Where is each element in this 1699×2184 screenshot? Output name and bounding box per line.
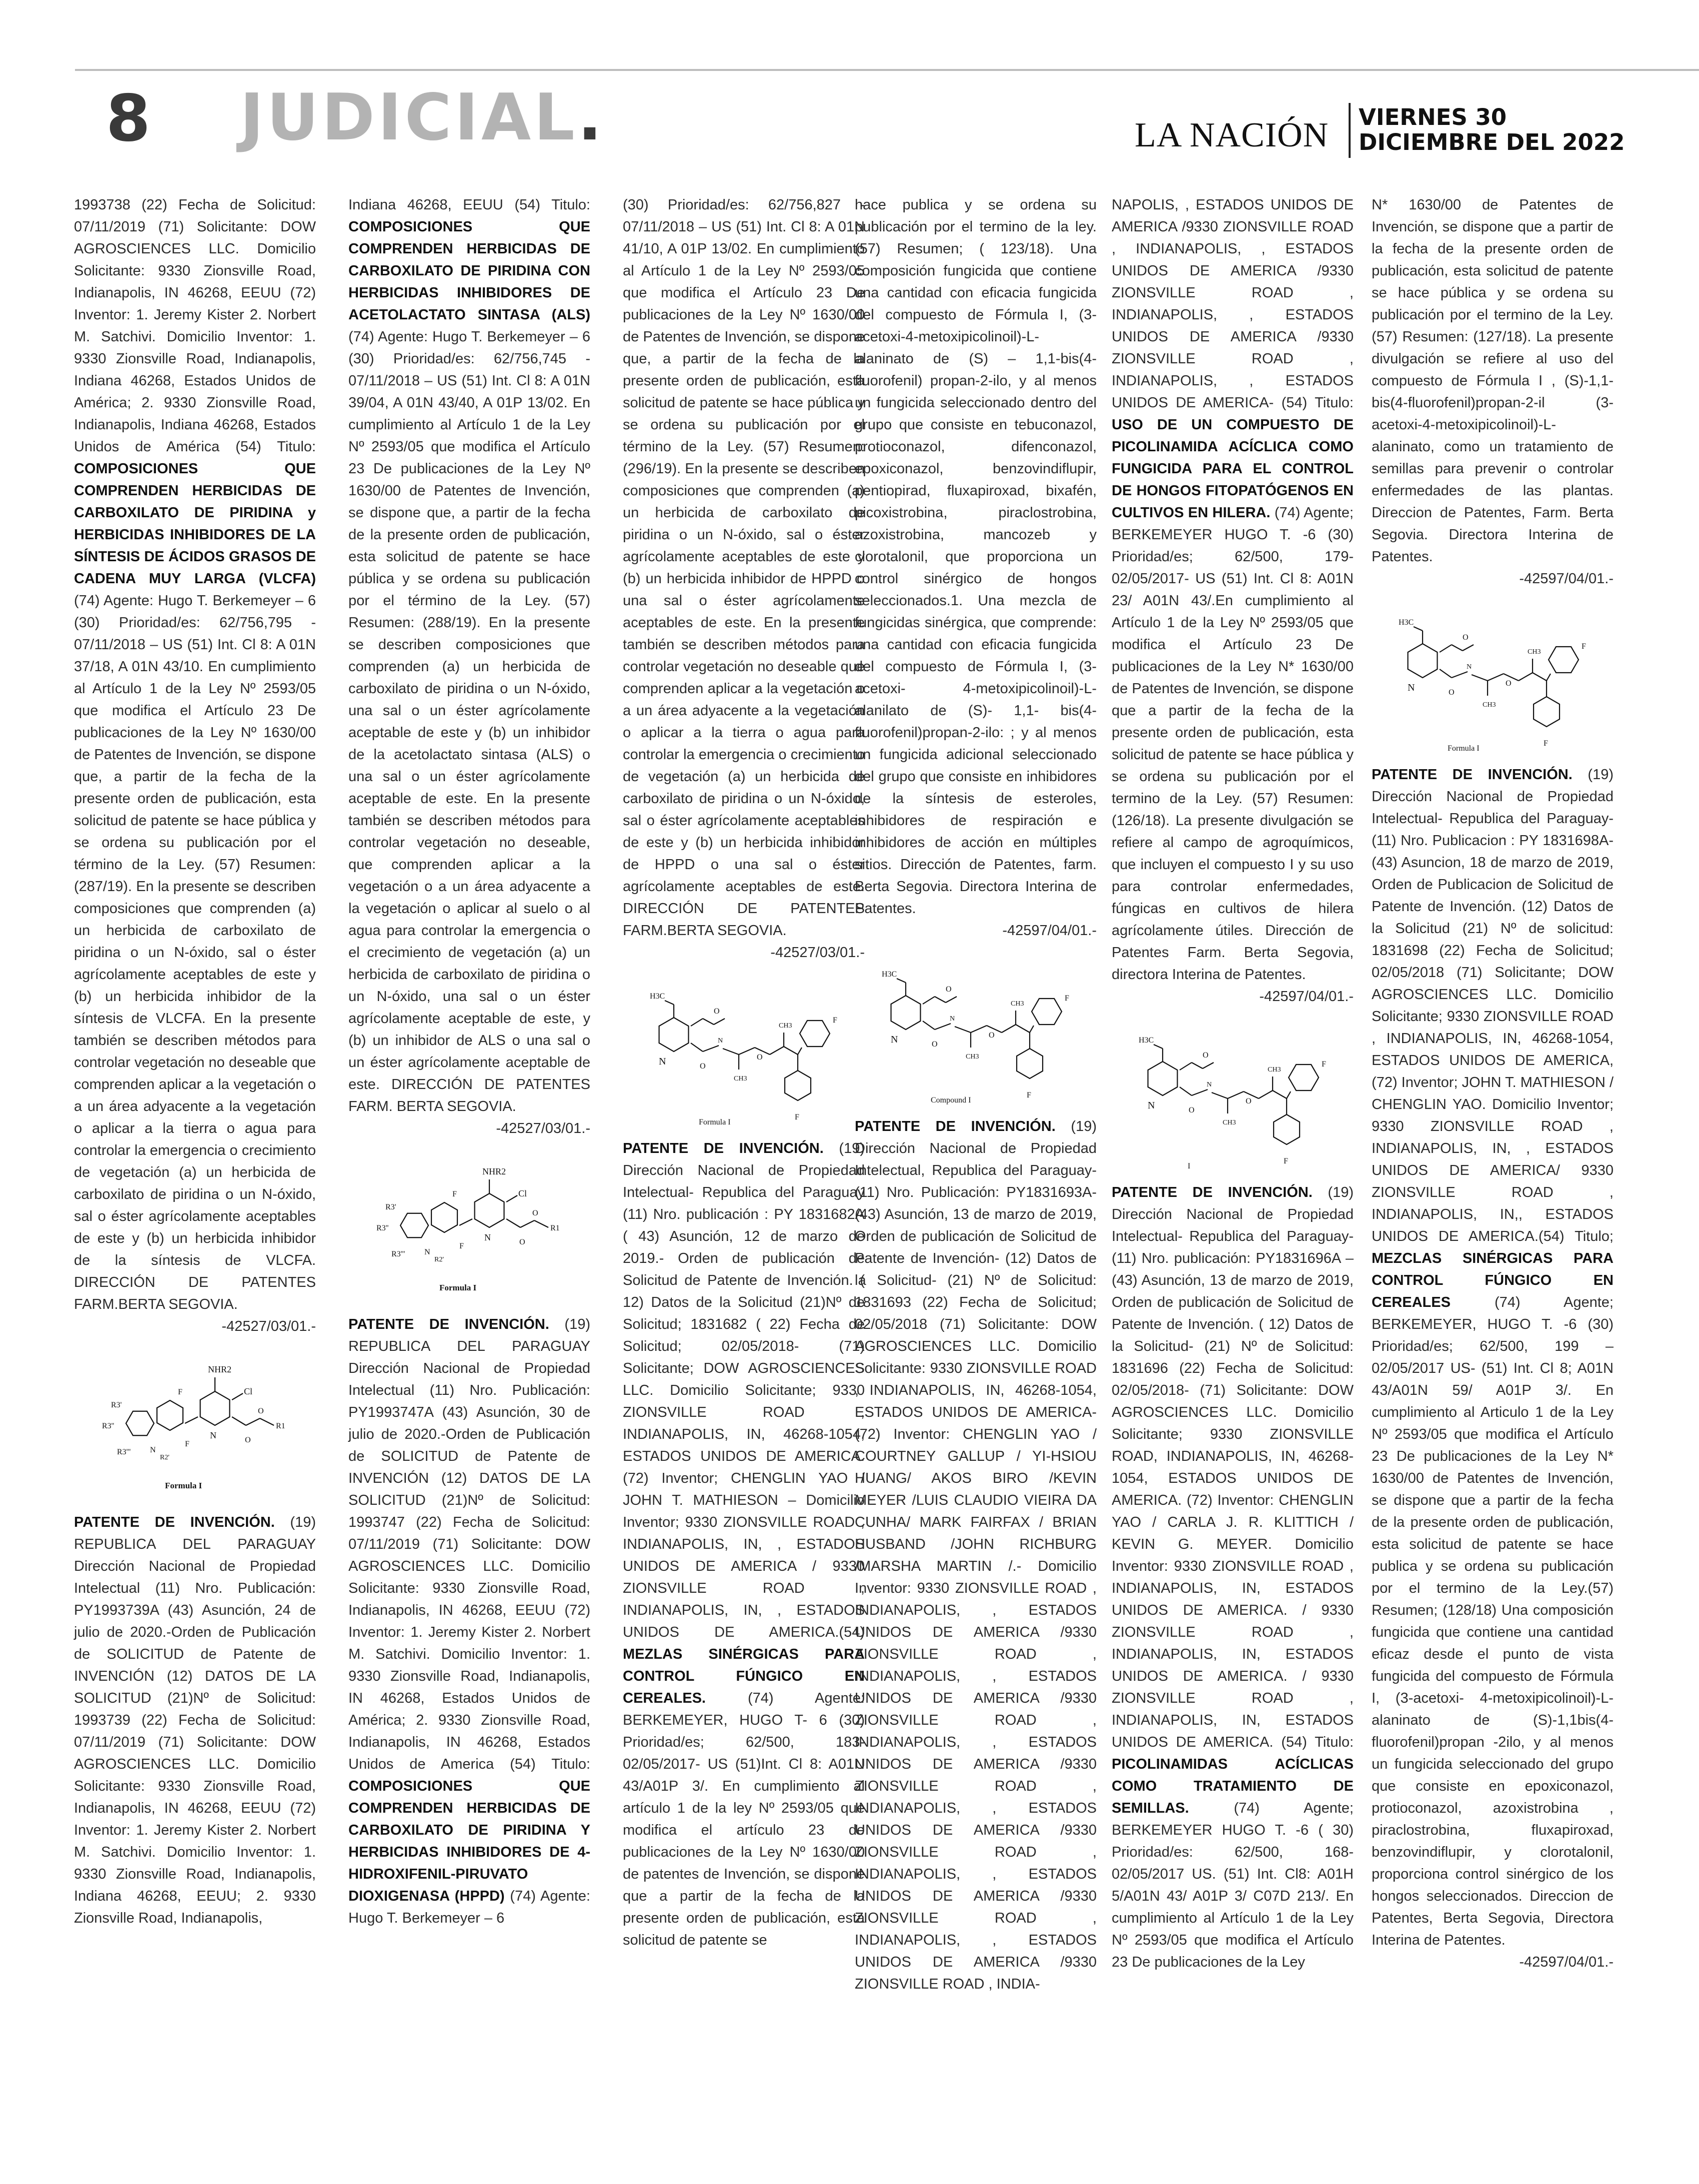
svg-text:F: F (459, 1242, 464, 1250)
figure-caption: Formula I (699, 1118, 731, 1126)
article-text: (19) Dirección Nacional de Propiedad Intelectual, Republica del Paraguay- (11) Nro. Publicación: PY1831693A- (43) Asunción, 13 de marzo de 2019, Orden de publicación de Solicitud de Patente de Invención- (12) Datos de la Solicitud- (21) Nº de Solicitud: 1831693 (22) Fecha de Solicitud; 02/05/2018 (71) Solicitante: DOW AGROSCIENCES LLC. Domicilio Solicitante: 9330 ZIONSVILLE ROAD , INDIANAPOLIS, IN, 46268-1054, ESTADOS UNIDOS DE AMERICA- (72) Inventor: CHENGLIN YAO / COURTNEY GALLUP / YI-HSIOU HUANG/ AKOS BIRO /KEVIN MEYER /LUIS CLAUDIO VIEIRA DA CUNHA/ MARK FAIRFAX / BRIAN HUSBAND /JOHN RICHBURG /MARSHA MARTIN /.- Domicilio Inventor: 9330 ZIONSVILLE ROAD , INDIANAPOLIS, , ESTADOS UNIDOS DE AMERICA /9330 ZIONSVILLE ROAD , INDIANAPOLIS, , ESTADOS UNIDOS DE AMERICA /9330 ZIONSVILLE ROAD , INDIANAPOLIS, , ESTADOS UNIDOS DE AMERICA /9330 ZIONSVILLE ROAD , INDIANAPOLIS, , ESTADOS UNIDOS DE AMERICA /9330 ZIONSVILLE ROAD , INDIANAPOLIS, , ESTADOS UNIDOS DE AMERICA /9330 ZIONSVILLE ROAD , INDIANAPOLIS, , ESTADOS UNIDOS DE AMERICA /9330 ZIONSVILLE ROAD , INDIA- (855, 1118, 1097, 1992)
svg-text:N: N (1408, 682, 1415, 693)
svg-text:O: O (1449, 688, 1455, 697)
chemical-structure-figure (639, 975, 849, 1129)
article-text: 1993738 (22) Fecha de Solicitud: 07/11/2019 (71) Solicitante: DOW AGROSCIENCES LLC. Domicilio Solicitante: 9330 Zionsville Road, Indianapolis, IN 46268, EEUU (72) Inventor: 1. Jeremy Kister 2. Norbert M. Satchivi. Domicilio Inventor: 1. 9330 Zionsville Road, Indianapolis, Indiana 46268, Estados Unidos de América; 2. 9330 Zionsville Road, Indianapolis, Indiana 46268, Estados Unidos de América (54) Titulo: (74, 197, 316, 455)
article-text: (19) REPUBLICA DEL PARAGUAY Dirección Nacional de Propiedad Intelectual (11) Nro. Publicación: PY1993747A (43) Asunción, 30 de julio de 2020.-Orden de Publicación de SOLICITUD de Patente de INVENCIÓN (12) DATOS DE LA SOLICITUD (21)Nº de Solicitud: 1993747 (22) Fecha de Solicitud: 07/11/2019 (71) Solicitante: DOW AGROSCIENCES LLC. Domicilio Solicitante: 9330 Zionsville Road, Indianapolis, IN 46268, EEUU (72) Inventor: 1. Jeremy Kister 2. Norbert M. Satchivi. Domicilio Inventor: 1. 9330 Zionsville Road, Indianapolis, IN 46268, Estados Unidos de América; 2. 9330 Zionsville Road, Indianapolis, IN 46268, Estados Unidos de America (54) Titulo: (348, 1316, 590, 1772)
chemical-structure-figure (871, 953, 1081, 1107)
publication-reference: -42527/03/01.- (496, 1120, 590, 1136)
article-heading: PATENTE DE INVENCIÓN. (348, 1316, 549, 1332)
article-paragraph (1112, 1181, 1354, 1973)
article-heading: USO DE UN COMPUESTO DE PICOLINAMIDA ACÍCLICA COMO FUNGICIDA PARA EL CONTROL DE HONGOS FITOPATÓGENOS EN CULTIVOS EN HILERA. (1112, 417, 1354, 521)
publication-reference: -42597/04/01.- (1002, 923, 1097, 939)
publication-reference: -42597/04/01.- (1519, 571, 1614, 587)
svg-text:N: N (210, 1430, 216, 1440)
svg-text:N: N (950, 1015, 955, 1023)
figure-caption: I (1188, 1162, 1191, 1170)
page-number: 8 (106, 81, 151, 156)
svg-text:R1: R1 (550, 1224, 560, 1232)
article-text: (74) Agente; BERKEMEYER, HUGO T. -6 (30) Prioridad/es; 62/500, 199 – 02/05/2017 US- (51) Int. Cl 8; A01N 43/A01N 59/ A01P 3/. En cumplimiento al Articulo 1 de la Ley Nº 2593/05 que modifica el Artículo 23 De publicaciones de la Ley N* 1630/00 de Patentes de Invención, se dispone que a partir de la fecha de la presente orden de publicación, esta solicitud de patente se hace publica y se ordena su publicación por el termino de la Ley.(57) Resumen; (128/18) Una composición fungicida que contiene una cantidad eficaz desde el punto de vista fungicida del compuesto de Fórmula I, (3-acetoxi- 4-metoxipicolinoil)-L- alaninato de (S)-1,1bis(4-fluorofenil)propan -2ilo, y al menos un fungicida seleccionado del grupo que consiste en epoxiconazol, protioconazol, azoxistrobina , piraclostrobina, fluxapiroxad, benzovindiflupir, y clorotalonil, proporciona control sinérgico de los hongos seleccionados. Direccion de Patentes, Berta Segovia, Directora Interina de Patentes. (1372, 1294, 1614, 1948)
svg-text:CH3: CH3 (966, 1053, 979, 1061)
svg-text:O: O (714, 1007, 720, 1016)
header-divider (1349, 103, 1351, 158)
article-text: (74) Agente: Hugo T. Berkemeyer – 6 (348, 1888, 590, 1926)
column-4 (855, 194, 1097, 2173)
svg-text:CH3: CH3 (1483, 701, 1496, 709)
article-text: (19) Dirección Nacional de Propiedad Intelectual- Republica del Paraguay- (11) Nro. Publicacion : PY 1831698A- (43) Asuncion, 18 de marzo de 2019, Orden de Publicacion de Solicitud de Patente de Invención. (12) Datos de la Solicitud (21) Nº de solicitud: 1831698 (22) Fecha de Solicitud; 02/05/2018 (71) Solicitante; DOW AGROSCIENCES LLC. Domicilio Solicitante; 9330 ZIONSVILLE ROAD , INDIANAPOLIS, IN, 46268-1054, ESTADOS UNIDOS DE AMERICA, (72) Inventor; JOHN T. MATHIESON / CHENGLIN YAO. Domicilio Inventor; 9330 ZIONSVILLE ROAD , INDIANAPOLIS, IN, , ESTADOS UNIDOS DE AMERICA/ 9330 ZIONSVILLE ROAD , INDIANAPOLIS, IN,, ESTADOS UNIDOS DE AMERICA.(54) Titulo; (1372, 767, 1614, 1244)
chemical-structure-figure (1128, 1019, 1338, 1173)
column-5 (1112, 194, 1354, 2173)
section-title-dot: . (577, 80, 605, 155)
publication-reference: -42597/04/01.- (1259, 989, 1354, 1005)
column-6 (1372, 194, 1614, 2173)
svg-text:F: F (1065, 994, 1069, 1003)
svg-text:H3C: H3C (1399, 618, 1414, 627)
article-text: NAPOLIS, , ESTADOS UNIDOS DE AMERICA /9330 ZIONSVILLE ROAD , INDIANAPOLIS, , ESTADOS UNIDOS DE AMERICA /9330 ZIONSVILLE ROAD , INDIANAPOLIS, , ESTADOS UNIDOS DE AMERICA /9330 ZIONSVILLE ROAD , INDIANAPOLIS, , ESTADOS UNIDOS DE AMERICA- (54) Titulo: (1112, 197, 1354, 411)
svg-text:O: O (946, 985, 952, 994)
svg-text:N: N (891, 1034, 898, 1045)
svg-text:N: N (659, 1056, 666, 1067)
column-3 (623, 194, 865, 2173)
page-header (75, 80, 1683, 163)
figure-caption: Formula I (165, 1481, 202, 1490)
svg-text:O: O (1246, 1097, 1252, 1105)
section-title-text: JUDICIAL (240, 80, 578, 155)
article-heading: PICOLINAMIDAS ACÍCLICAS COMO TRATAMIENTO DE SEMILLAS. (1112, 1756, 1354, 1816)
svg-text:CH3: CH3 (1528, 648, 1541, 656)
svg-text:F: F (833, 1016, 837, 1025)
svg-text:F: F (1027, 1091, 1031, 1099)
section-title (240, 80, 605, 155)
article-heading: PATENTE DE INVENCIÓN. (855, 1118, 1056, 1134)
issue-date-month-year: DICIEMBRE DEL 2022 (1359, 129, 1625, 155)
svg-text:F: F (1582, 642, 1586, 651)
article-paragraph (1372, 764, 1614, 1951)
article-heading: COMPOSICIONES QUE COMPRENDEN HERBICIDAS DE CARBOXILATO DE PIRIDINA CON HERBICIDAS INHIBIDORES DE ACETOLACTATO SINTASA (ALS) (348, 219, 590, 323)
svg-text:O: O (1463, 633, 1469, 642)
svg-text:N: N (484, 1232, 491, 1242)
article-heading: PATENTE DE INVENCIÓN. (1112, 1184, 1313, 1200)
article-heading: MEZLAS SINÉRGICAS PARA CONTROL FÚNGICO EN CEREALES. (623, 1646, 865, 1706)
svg-text:CH3: CH3 (1223, 1119, 1236, 1126)
article-paragraph (348, 1313, 590, 1929)
svg-text:Cl: Cl (244, 1386, 253, 1396)
article-text: N* 1630/00 de Patentes de Invención, se dispone que a partir de la fecha de la presente orden de publicación, esta solicitud de patente se hace pública y se ordena su publicación por el termino de la Ley. (57) Resumen: (127/18). La presente divulgación se refiere al uso del compuesto de Fórmula I , (S)-1,1-bis(4-fluorofenil)propan-2-il (3-acetoxi-4-metoxipicolinoil)-L-alaninato, como un tratamiento de semillas para prevenir o controlar enfermedades de las plantas. Direccion de Patentes, Farm. Berta Segovia. Directora Interina de Patentes. (1372, 197, 1614, 565)
svg-text:N: N (1207, 1081, 1212, 1089)
article-text: (30) Prioridad/es: 62/756,827 - 07/11/2018 – US (51) Int. Cl 8: A 01N 41/10, A 01P 13/02. En cumplimiento al Artículo 1 de la Ley Nº 2593/05 que modifica el Artículo 23 De publicaciones de la Ley Nº 1630/00 de Patentes de Invención, se dispone que, a partir de la fecha de la presente orden de publicación, esta solicitud de patente se hace pública y se ordena su publicación por el término de la Ley. (57) Resumen: (296/19). En la presente se describen composiciones que comprenden (a) un herbicida de carboxilato de piridina o un N-óxido, sal o éster agrícolamente aceptables de este y (b) un herbicida inhibidor de HPPD o una sal o éster agrícolamente aceptables de este. En la presente también se describen métodos para controlar vegetación no deseable que comprenden aplicar a la vegetación o a un área adyacente a la vegetación o aplicar a la tierra o agua para controlar la emergencia o crecimiento de vegetación (a) un herbicida de carboxilato de piridina o un N-óxido, sal o éster agrícolamente aceptables de este y (b) un herbicida inhibidor de HPPD o una sal o éster agrícolamente aceptables de este. DIRECCIÓN DE PATENTES FARM.BERTA SEGOVIA. (623, 197, 865, 939)
svg-text:Cl: Cl (518, 1188, 527, 1198)
chemical-structure-figure (364, 1150, 574, 1305)
svg-text:N: N (1467, 663, 1472, 671)
svg-text:CH3: CH3 (779, 1022, 792, 1030)
svg-text:F: F (178, 1388, 182, 1396)
article-paragraph (623, 1137, 865, 1951)
svg-text:H3C: H3C (882, 970, 897, 979)
article-text: (19) Dirección Nacional de Propiedad Intelectual- Republica del Paraguay- (11) Nro. publicación: PY1831696A –(43) Asunción, 13 de marzo de 2019, Orden de publicación de Solicitud de Patente de Invención. ( 12) Datos de la Solicitud- (21) Nº de Solicitud: 1831696 (22) Fecha de Solicitud: 02/05/2018- (71) Solicitante: DOW AGROSCIENCES LLC. Domicilio Solicitante; 9330 ZIONSVILLE ROAD, INDIANAPOLIS, IN, 46268-1054, ESTADOS UNIDOS DE AMERICA. (72) Inventor: CHENGLIN YAO / CARLA J. R. KLITTICH / KEVIN G. MEYER. Domicilio Inventor: 9330 ZIONSVILLE ROAD , INDIANAPOLIS, IN, ESTADOS UNIDOS DE AMERICA. / 9330 ZIONSVILLE ROAD , INDIANAPOLIS, IN, ESTADOS UNIDOS DE AMERICA. / 9330 ZIONSVILLE ROAD , INDIANAPOLIS, IN, ESTADOS UNIDOS DE AMERICA. (54) Titulo: (1112, 1184, 1354, 1750)
article-heading: COMPOSICIONES QUE COMPRENDEN HERBICIDAS DE CARBOXILATO DE PIRIDINA y HERBICIDAS INHIBIDORES DE LA SÍNTESIS DE ÁCIDOS GRASOS DE CADENA MUY LARGA (VLCFA) (74, 461, 316, 587)
svg-text:F: F (1322, 1060, 1326, 1069)
article-heading: COMPOSICIONES QUE COMPRENDEN HERBICIDAS DE CARBOXILATO DE PIRIDINA Y HERBICIDAS INHIBIDORES DE 4-HIDROXIFENIL-PIRUVATO DIOXIGENASA (HPPD) (348, 1778, 590, 1904)
newspaper-masthead: LA NACIÓN (1135, 116, 1329, 154)
svg-text:R2': R2' (434, 1256, 444, 1263)
issue-date (1359, 105, 1625, 155)
svg-text:F: F (1284, 1157, 1288, 1165)
article-text: (74) Agente; BERKEMEYER HUGO T. -6 (30) Prioridad/es; 62/500, 179- 02/05/2017- US (51) Int. Cl 8: A01N 23/ A01N 43/.En cumplimiento al Artículo 1 de la Ley Nº 2593/05 que modifica el Artículo 23 De publicaciones de la Ley N* 1630/00 de Patentes de Invención, se dispone que a partir de la fecha de la presente orden de publicación, esta solicitud de patente se hace pública y se ordena su publicación por el termino de la Ley. (57) Resumen: (126/18). La presente divulgación se refiere al campo de agroquímicos, que incluyen el compuesto I y su uso para controlar enfermedades, fúngicas en cultivos de hilera agrícolamente útiles. Dirección de Patentes Farm. Berta Segovia, directora Interina de Patentes. (1112, 505, 1354, 983)
publication-reference: -42527/03/01.- (221, 1318, 316, 1334)
figure-caption: Compound I (931, 1096, 971, 1104)
svg-text:CH3: CH3 (1268, 1066, 1281, 1074)
svg-text:O: O (757, 1053, 763, 1062)
svg-text:H3C: H3C (1139, 1036, 1154, 1045)
article-heading: PATENTE DE INVENCIÓN. (74, 1514, 275, 1530)
svg-text:F: F (795, 1113, 799, 1121)
article-heading: MEZCLAS SINÉRGICAS PARA CONTROL FÚNGICO EN CEREALES (1372, 1250, 1614, 1310)
svg-text:O: O (258, 1407, 264, 1415)
article-heading: PATENTE DE INVENCIÓN. (1372, 767, 1573, 783)
svg-text:N: N (424, 1248, 430, 1256)
svg-text:O: O (532, 1209, 538, 1217)
svg-text:F: F (185, 1440, 189, 1448)
svg-text:R3': R3' (385, 1203, 396, 1211)
article-text: (19) Dirección Nacional de Propiedad Intelectual- Republica del Paraguay (11) Nro. publicación : PY 1831682A ( 43) Asunción, 12 de marzo de 2019.- Orden de publicación de Solicitud de Patente de Invención. ( 12) Datos de la Solicitud (21)Nº de Solicitud; 1831682 ( 22) Fecha de Solicitud; 02/05/2018- (71) Solicitante; DOW AGROSCIENCES LLC. Domicilio Solicitante; 9330 ZIONSVILLE ROAD , INDIANAPOLIS, IN, 46268-1054, ESTADOS UNIDOS DE AMERICA. (72) Inventor; CHENGLIN YAO / JOHN T. MATHIESON – Domicilio Inventor; 9330 ZIONSVILLE ROAD , INDIANAPOLIS, IN, , ESTADOS UNIDOS DE AMERICA / 9330 ZIONSVILLE ROAD , INDIANAPOLIS, IN, , ESTADOS UNIDOS DE AMERICA.(54) (623, 1140, 865, 1640)
chemical-structure-figure (90, 1348, 300, 1503)
chemical-structure-figure (1388, 601, 1598, 756)
article-text: (19) REPUBLICA DEL PARAGUAY Dirección Nacional de Propiedad Intelectual (11) Nro. Publicación: PY1993739A (43) Asunción, 24 de julio de 2020.-Orden de Publicación de SOLICITUD de Patente de INVENCIÓN (12) DATOS DE LA SOLICITUD (21)Nº de Solicitud: 1993739 (22) Fecha de Solicitud: 07/11/2019 (71) Solicitante: DOW AGROSCIENCES LLC. Domicilio Solicitante: 9330 Zionsville Road, Indianapolis, IN 46268, EEUU (72) Inventor: 1. Jeremy Kister 2. Norbert M. Satchivi. Domicilio Inventor: 1. 9330 Zionsville Road, Indianapolis, Indiana 46268, EEUU; 2. 9330 Zionsville Road, Indianapolis, (74, 1514, 316, 1926)
svg-text:O: O (245, 1436, 251, 1444)
article-text: (74) Agente: BERKEMEYER, HUGO T- 6 (30) Prioridad/es; 62/500, 183- 02/05/2017- US (51)Int. Cl 8: A01N 43/A01P 3/. En cumplimiento al artículo 1 de la ley Nº 2593/05 que modifica el artículo 23 de publicaciones de la Ley Nº 1630/00 de patentes de Invención, se dispone que a partir de la fecha de la presente orden de publicación, esta solicitud de patente se (623, 1690, 865, 1948)
svg-text:CH3: CH3 (1011, 1000, 1024, 1008)
svg-text:R3': R3' (111, 1401, 122, 1409)
article-text: (74) Agente; BERKEMEYER HUGO T. -6 ( 30) Prioridad/es: 62/500, 168- 02/05/2017 US. (51) Int. Cl8: A01H 5/A01N 43/ A01P 3/ C07D 213/. En cumplimiento al Artículo 1 de la Ley Nº 2593/05 que modifica el Artículo 23 De publicaciones de la Ley (1112, 1800, 1354, 1970)
article-paragraph (348, 194, 590, 1117)
article-paragraph (74, 1511, 316, 1929)
svg-text:O: O (1506, 679, 1512, 688)
svg-text:R3'': R3'' (376, 1224, 389, 1232)
article-columns (74, 194, 1689, 2173)
svg-text:O: O (932, 1040, 938, 1049)
svg-text:O: O (989, 1031, 995, 1040)
svg-text:NHR2: NHR2 (208, 1364, 232, 1374)
svg-text:O: O (1203, 1051, 1209, 1060)
svg-text:R3'': R3'' (102, 1422, 114, 1430)
svg-text:R2': R2' (160, 1454, 169, 1461)
svg-text:NHR2: NHR2 (482, 1166, 506, 1176)
svg-text:N: N (1148, 1100, 1155, 1111)
article-paragraph (855, 194, 1097, 920)
figure-caption: Formula I (1448, 744, 1480, 753)
svg-text:O: O (519, 1238, 525, 1246)
svg-text:O: O (700, 1062, 706, 1071)
svg-text:F: F (1544, 739, 1548, 748)
article-paragraph (74, 194, 316, 1315)
svg-text:F: F (452, 1190, 457, 1198)
article-paragraph (623, 194, 865, 942)
svg-text:CH3: CH3 (734, 1075, 747, 1083)
svg-text:R3''': R3''' (117, 1448, 131, 1456)
column-2 (348, 194, 590, 2173)
svg-text:R3''': R3''' (391, 1250, 405, 1258)
article-text: hace publica y se ordena su publicación por el termino de la ley. (57) Resumen; ( 123/18). Una composición fungicida que contiene una cantidad con eficacia fungicida del compuesto de Fórmula I, (3-acetoxi-4-metoxipicolinoil)-L- alaninato de (S) – 1,1-bis(4-fluorofenil) propan-2-ilo, y al menos un fungicida seleccionado dentro del grupo que consiste en tebuconazol, protioconazol, difenconazol, epoxiconazol, benzovindiflupir, pentiopirad, fluxapiroxad, bixafén, picoxistrobina, piraclostrobina, azoxistrobina, mancozeb y clorotalonil, que proporciona un control sinérgico de hongos seleccionados.1. Una mezcla de fungicidas sinérgica, que comprende: una cantidad con eficacia fungicida del compuesto de Fórmula I, (3-acetoxi- 4-metoxipicolinoil)-L-alanilato de (S)- 1,1- bis(4-fluorofenil)propan-2-ilo: ; y al menos un fungicida adicional seleccionado del grupo que consiste en inhibidores de la síntesis de esteroles, inhibidores de respiración e inhibidores de acción en múltiples sitios. Dirección de Patentes, farm. Berta Segovia. Directora Interina de Patentes. (855, 197, 1097, 917)
svg-text:H3C: H3C (650, 992, 665, 1001)
article-text: (74) Agente: Hugo T. Berkemeyer – 6 (30) Prioridad/es: 62/756,795 - 07/11/2018 – US (51) Int. Cl 8: A 01N 37/18, A 01N 43/10. En cumplimiento al Artículo 1 de la Ley Nº 2593/05 que modifica el Artículo 23 De publicaciones de la Ley Nº 1630/00 de Patentes de Invención, se dispone que, a partir de la fecha de la presente orden de publicación, esta solicitud de patente se hace pública y se ordena su publicación por el término de la Ley. (57) Resumen: (287/19). En la presente se describen composiciones que comprenden (a) un herbicida de carboxilato de piridina o un N-óxido, sal o éster agrícolamente aceptables de este y (b) un herbicida inhibidor de la síntesis de VLCFA. En la presente también se describen métodos para controlar vegetación no deseable que comprenden aplicar a la vegetación o a un área adyacente a la vegetación o aplicar a la tierra o agua para controlar la emergencia o crecimiento de vegetación (a) un herbicida de carboxilato de piridina o un N-óxido, sal o éster agrícolamente aceptables de este y (b) un herbicida inhibidor de la síntesis de VLCFA. DIRECCIÓN DE PATENTES FARM.BERTA SEGOVIA. (74, 593, 316, 1312)
publication-reference: -42527/03/01.- (770, 945, 865, 961)
article-text: Indiana 46268, EEUU (54) Titulo: (348, 197, 590, 213)
article-paragraph (1112, 194, 1354, 986)
issue-date-weekday: VIERNES 30 (1359, 104, 1507, 130)
figure-caption: Formula I (439, 1283, 477, 1292)
column-1 (74, 194, 316, 2173)
top-rule (75, 69, 1699, 71)
article-text: (74) Agente: Hugo T. Berkemeyer – 6 (30) Prioridad/es: 62/756,745 - 07/11/2018 – US (51) Int. Cl 8: A 01N 39/04, A 01N 43/40, A 01P 13/02. En cumplimiento al Artículo 1 de la Ley Nº 2593/05 que modifica el Artículo 23 De publicaciones de la Ley Nº 1630/00 de Patentes de Invención, se dispone que, a partir de la fecha de la presente orden de publicación, esta solicitud de patente se hace pública y se ordena su publicación por el término de la Ley. (57) Resumen: (288/19). En la presente se describen composiciones que comprenden (a) un herbicida de carboxilato de piridina o un N-óxido, una sal o un éster agrícolamente aceptable de este y (b) un inhibidor de la acetolactato sintasa (ALS) o una sal o un éster agrícolamente aceptable de este. En la presente también se describen métodos para controlar vegetación no deseable, que comprenden aplicar a la vegetación o a un área adyacente a la vegetación o aplicar al suelo o al agua para controlar la emergencia o el crecimiento de vegetación (a) un herbicida de carboxilato de piridina o un N-óxido, una sal o un éster agrícolamente aceptable de este, y (b) un inhibidor de ALS o una sal o un éster agrícolamente aceptable de este. DIRECCIÓN DE PATENTES FARM. BERTA SEGOVIA. (348, 329, 590, 1114)
svg-text:N: N (718, 1037, 723, 1045)
article-heading: PATENTE DE INVENCIÓN. (623, 1140, 824, 1156)
article-paragraph (855, 1115, 1097, 1995)
svg-text:R1: R1 (276, 1422, 285, 1430)
svg-text:N: N (150, 1446, 156, 1454)
publication-reference: -42597/04/01.- (1519, 1954, 1614, 1970)
svg-text:O: O (1189, 1106, 1195, 1114)
article-paragraph (1372, 194, 1614, 568)
